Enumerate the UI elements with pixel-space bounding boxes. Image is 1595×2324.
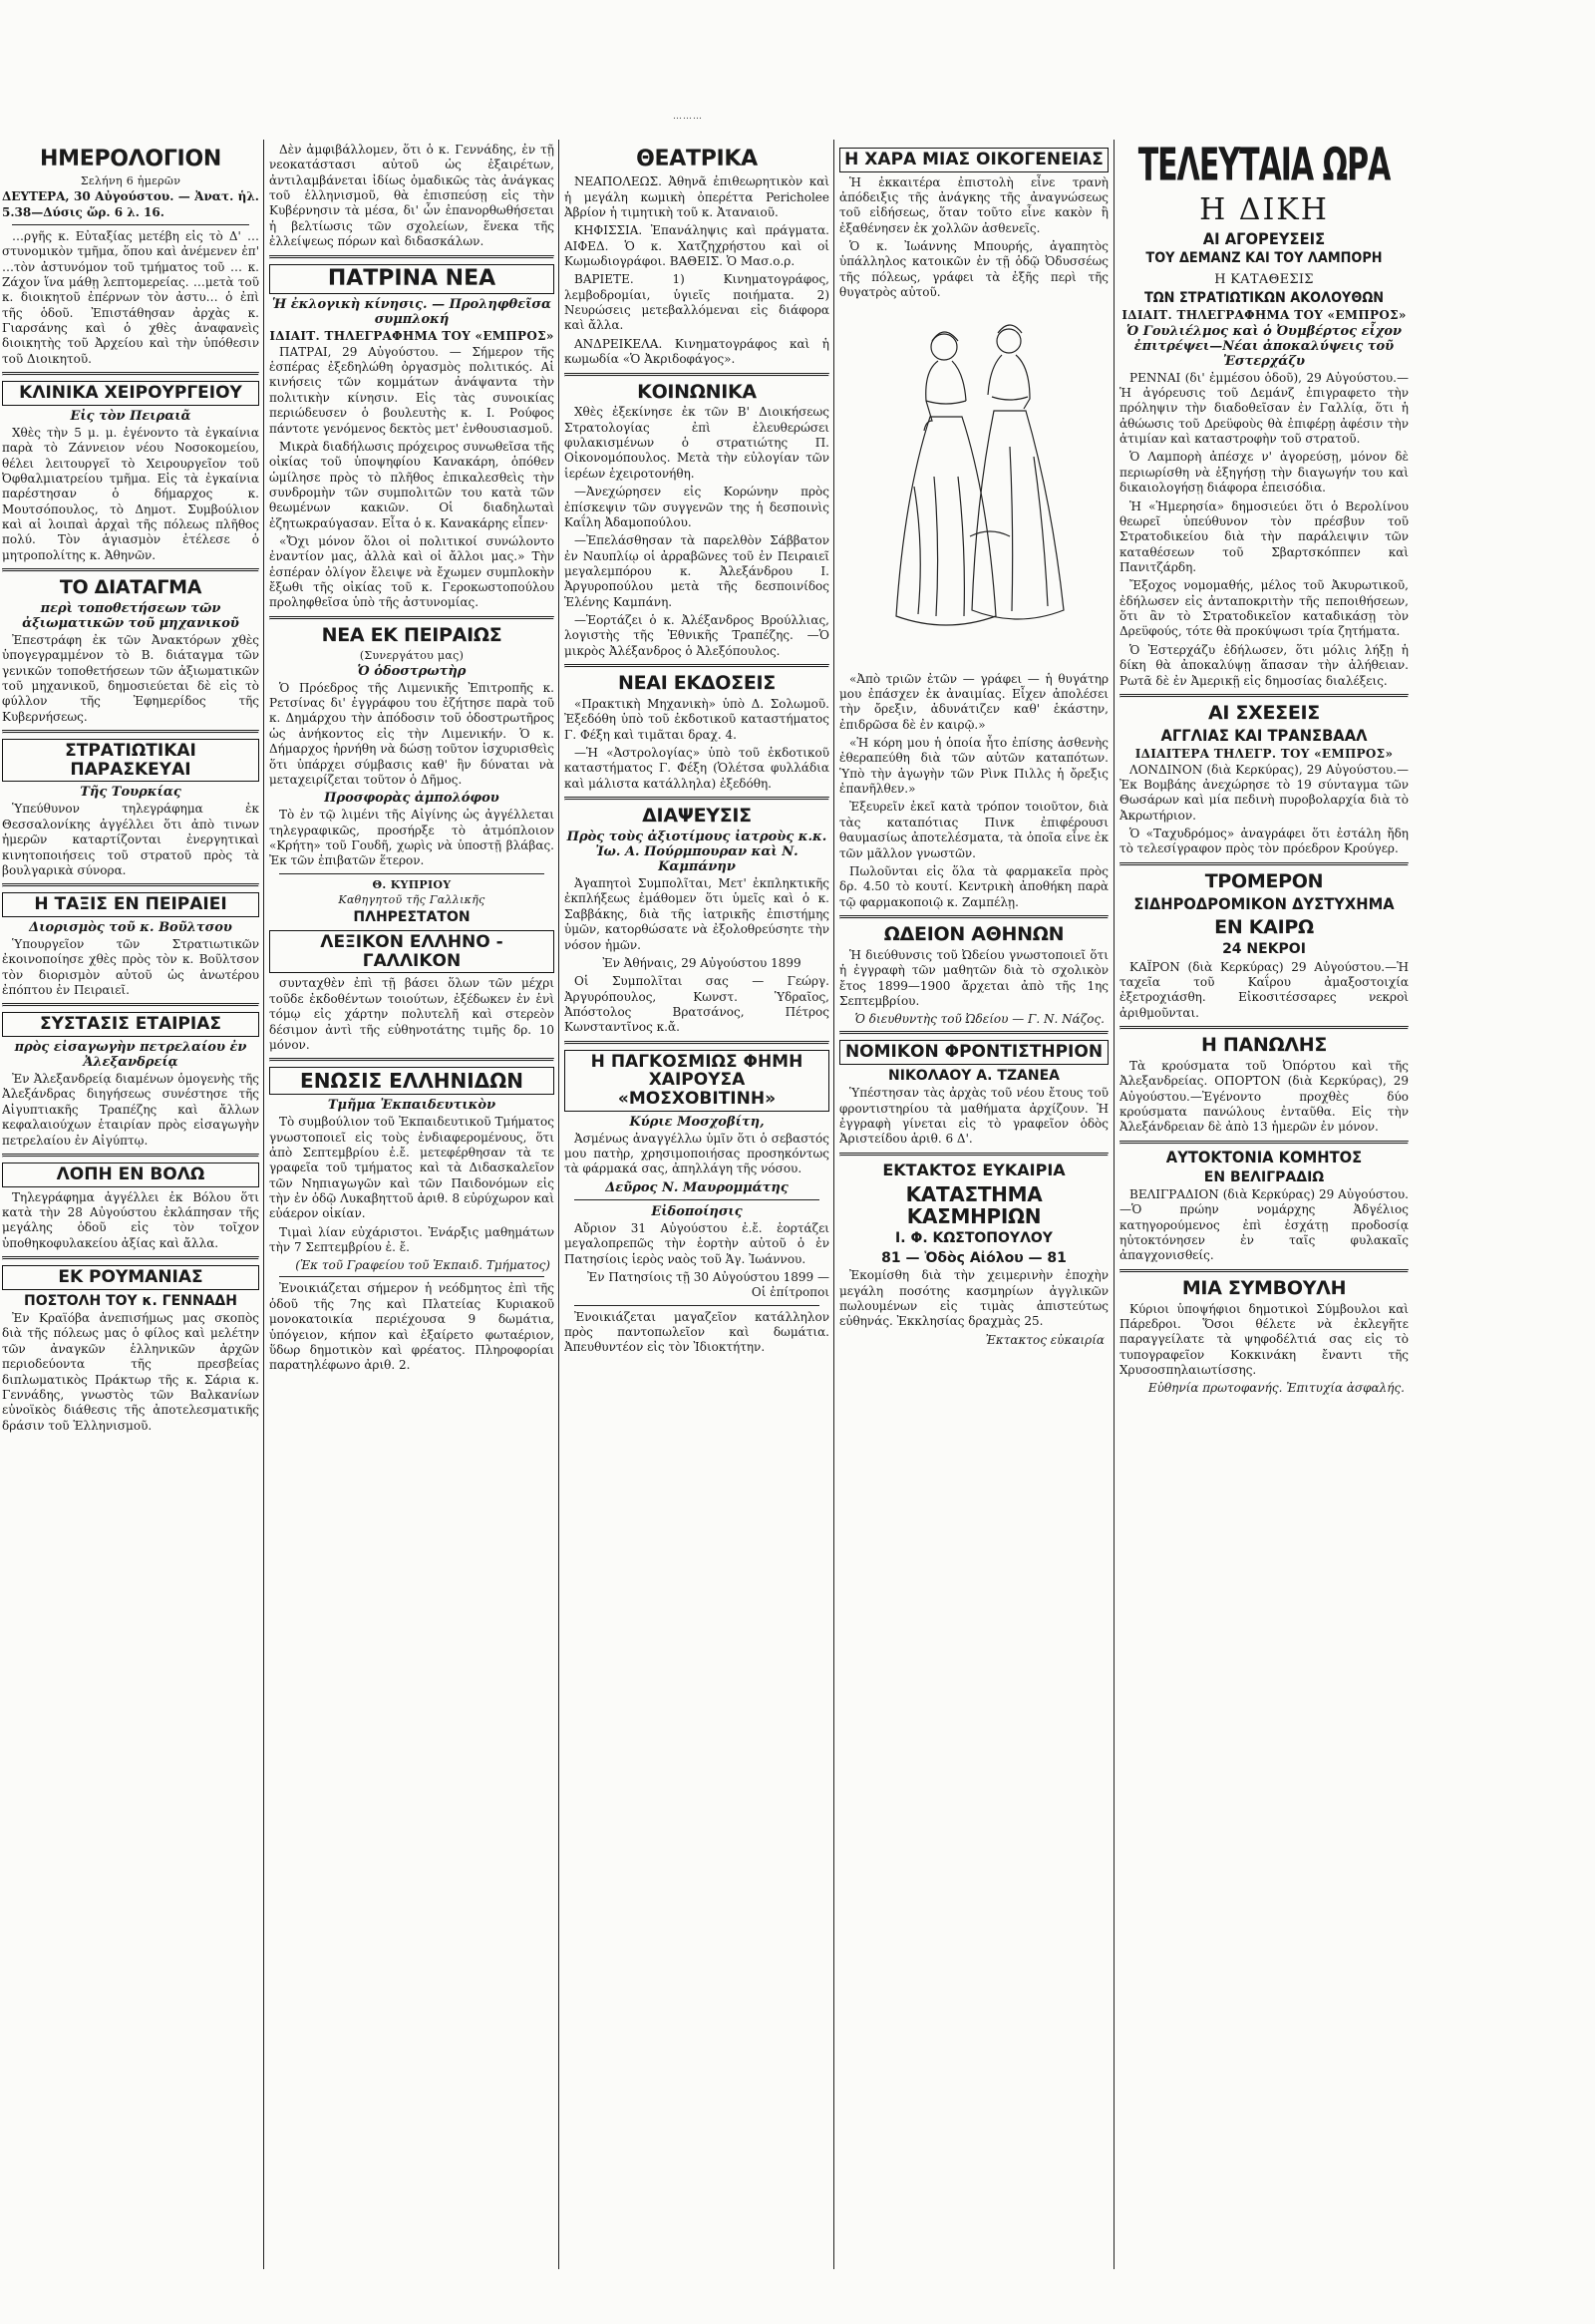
article-heading: ΣΥΣΤΑΣΙΣ ΕΤΑΙΡΙΑΣ [2, 1012, 259, 1037]
ad-text: Ἡ ἐκκαιτέρα ἐπιστολὴ εἶνε τρανὴ ἀπόδειξις τῆς ἀνάγκης τῆς ἀναγνώσεως τοῦ εἰδήσεως, ὅταν τοῦτο εἶνε κακὸν ἢ ἐξαθένησεν ἐκ χολλῶν ἀσθενεῖς. [839, 174, 1109, 235]
article-text: —Ἡ «Ἀστρολογίας» ὑπὸ τοῦ ἐκδοτικοῦ καταστήματος Γ. Φέξη (Ὁλέτσα φυλλάδια καὶ μάλιστα κατάλληλα) ἐξεδόθη. [564, 746, 829, 791]
article-text: Ὑπεύθυνον τηλεγράφημα ἐκ Θεσσαλονίκης ἀγγέλλει ὅτι ἀπὸ τινων ἡμερῶν καταρτίζονται ἐνεργητικαὶ κινητοποιήσεις τοῦ στρατοῦ πρὸς τὰ βουλγαρικὰ σύνορα. [2, 802, 259, 877]
article-text: Ὁ «Ταχυδρόμος» ἀναγράφει ὅτι ἐστάλη ἤδη τὸ τελεσίγραφον πρὸς τὸν πρόεδρον Κρούγερ. [1119, 826, 1409, 856]
article-text: «Πρακτικὴ Μηχανικὴ» ὑπὸ Δ. Σολωμοῦ. Ἐξεδόθη ὑπὸ τοῦ ἐκδοτικοῦ καταστήματος Γ. Φέξη καὶ τιμᾶται δραχ. 4. [564, 697, 829, 742]
ad-text: «Ἀπὸ τριῶν ἐτῶν — γράφει — ἡ θυγάτηρ μου ἐπάσχεν ἐκ ἀναιμίας. Εἶχεν ἀπολέσει τὴν ὄρεξιν, ἀδυνάτιζεν καθ' ἑκάστην, ἐπιδρῶσα δὲ ἐν καιρῷ.» [839, 671, 1109, 732]
ad-author-title: Καθηγητοῦ τῆς Γαλλικῆς [338, 892, 485, 906]
article-heading: ΣΤΡΑΤΙΩΤΙΚΑΙ ΠΑΡΑΣΚΕΥΑΙ [2, 739, 259, 782]
article-text: Ὁ Λαμπορὴ ἀπέσχε ν' ἀγορεύσῃ, μόνον δὲ περιωρίσθη νὰ ἐξηγήσῃ τὴν διαγωγήν του καὶ δικαιολογήσῃ διάφορα ἐπεισόδια. [1119, 450, 1409, 496]
ad-address: 81 — Ὁδὸς Αἰόλου — 81 [881, 1249, 1067, 1266]
article-text: ΚΑΪΡΟΝ (διὰ Κερκύρας) 29 Αὐγούστου.—Ἡ ταχεῖα τοῦ Καΐρου ἀμαξοστοιχία ἐξετροχιάσθη. Εἰκοσιτέσσαρες νεκροὶ ἀριθμοῦνται. [1119, 959, 1409, 1020]
article-text: ΚΗΦΙΣΣΙΑ. Ἐπανάληψις καὶ πράγματα. ΑΙΦΕΔ. Ὁ κ. Χατζηχρήστου καὶ οἱ Κωμωδιογράφοι. ΒΑΘΕΙΣ. Ὁ Μασ.ο.ρ. [564, 223, 829, 268]
article-subheading: περὶ τοποθετήσεων τῶν ἀξιωματικῶν τοῦ μηχανικοῦ [22, 600, 239, 631]
column-2 [269, 143, 554, 2264]
dateline: ΙΔΙΑΙΤΕΡΑ ΤΗΛΕΓΡ. ΤΟΥ «ΕΜΠΡΟΣ» [1134, 746, 1394, 761]
article-text: Χθὲς τὴν 5 μ. μ. ἐγένοντο τὰ ἐγκαίνια παρὰ τὸ Ζάννειον νέου Νοσοκομείου, θέλει λειτουργεῖ τὸ Χειρουργεῖον τοῦ Ὀφθαλμιατρείου τμῆμα. Εἰς τὰ ἐγκαίνια παρέστησαν ὁ δήμαρχος κ. Μουτσόπουλος, τὸ Δημοτ. Συμβούλιον καὶ αἱ λοιπαὶ ἀρχαὶ τῆς πόλεως πλῆθος πολύ. Τὸν ἁγιασμὸν ἐτέλεσε ὁ μητροπολίτης κ. Ἀθηνῶν. [2, 425, 259, 562]
article-subheading: Τῆς Τουρκίας [80, 785, 181, 801]
notice-text: Αὔριον 31 Αὐγούστου ἐ.ἔ. ἑορτάζει μεγαλοπρεπῶς τὴν ἑορτὴν αὐτοῦ ὁ ἐν Πατησίοις ἱερὸς ναὸς τοῦ Ἁγ. Ἰωάννου. [564, 1220, 829, 1266]
article-heading: ΕΝ ΒΕΛΙΓΡΑΔΙΩ [1203, 1168, 1325, 1185]
article-text: Κύριοι ὑποψήφιοι δημοτικοὶ Σύμβουλοι καὶ Πάρεδροι. Ὅσοι θέλετε νὰ ἐκλεγῆτε παραγγείλατε τὰ ψηφοδέλτιά σας εἰς τὸ τυπογραφεῖον Κοκκινάκη ἔναντι τῆς Χρυσοσπηλαιωτίσσης. [1119, 1301, 1409, 1378]
article-text: Τιμαὶ λίαν εὐχάριστοι. Ἐνάρξις μαθημάτων τὴν 7 Σεπτεμβρίου ἐ. ἔ. [269, 1224, 554, 1255]
ad-heading: Η ΧΑΡΑ ΜΙΑΣ ΟΙΚΟΓΕΝΕΙΑΣ [839, 148, 1109, 172]
column-5 [1119, 143, 1409, 2264]
ad-heading: ΚΑΤΑΣΤΗΜΑ ΚΑΣΜΗΡΙΩΝ [905, 1182, 1043, 1229]
article-subheading: Εἰς τὸν Πειραιᾶ [70, 408, 191, 424]
article-subheading: ΠΟΣΤΟΛΗ ΤΟΥ κ. ΓΕΝΝΑΔΗ [24, 1292, 237, 1309]
article-text: Ὑπουργεῖον τῶν Στρατιωτικῶν ἐκοινοποίησε χθὲς πρὸς τὸν κ. Βοῦλτσον τὸν διορισμὸν αὐτοῦ ὡς ἀνωτέρου ἐπόπτου ἐν Πειραιεῖ. [2, 936, 259, 998]
article-text: Τὸ ἐν τῷ λιμένι τῆς Αἰγίνης ὡς ἀγγέλλεται τηλεγραφικῶς, προσήρξε τὸ ἀτμόπλοιον «Κρήτη» τοῦ Γουδῆ, χωρὶς νὰ ὑποστῇ βλάβας. Ἐκ τῶν ἐπιβατῶν ἕτερον. [269, 808, 554, 868]
column-1 [2, 143, 259, 2264]
notice-signature: Ἐν Πατησίοις τῇ 30 Αὐγούστου 1899 — Οἱ ἐπίτροποι [587, 1269, 829, 1300]
dateline: ΙΔΙΑΙΤ. ΤΗΛΕΓΡΑΦΗΜΑ ΤΟΥ «ΕΜΠΡΟΣ» [1121, 307, 1407, 322]
article-text: ΠΑΤΡΑΙ, 29 Αὐγούστου. — Σήμερον τῆς ἑσπέρας ἐξεδηλώθη ὀργασμὸς πολιτικός. Αἱ κινήσεις τῶν κομμάτων ἀνάψαντα τὴν πολιτικὴν κίνησιν. Εἰς τὰς συνοικίας περιώδευσεν ὁ βουλευτὴς κ. Ι. Ρούφος πάντοτε γενόμενος δεκτὸς μετ' ἐνθουσιασμοῦ. [269, 344, 554, 436]
signature: Εὐθηνία πρωτοφανής. Ἐπιτυχία ἀσφαλής. [1147, 1381, 1405, 1396]
article-text: —Ἐπελάσθησαν τὰ παρελθὸν Σάββατον ἐν Ναυπλίῳ οἱ ἀρραβῶνες τοῦ ἐν Πειραιεῖ μεγαλεμπόρου κ. Ἀλεξάνδρου Ι. Ἀργυροπούλου μετὰ τῆς δεσποινίδος Ἑλένης Καμπάνη. [564, 533, 829, 609]
article-subheading: πρὸς εἰσαγωγὴν πετρελαίου ἐν Ἀλεξανδρείᾳ [14, 1040, 247, 1071]
article-text: Μικρὰ διαδήλωσις πρόχειρος συνωθεῖσα τῆς οἰκίας τοῦ ὑποψηφίου Κανακάρη, ὁπόθεν ὡμίλησε πρὸς τὸ πλῆθος ἐπικαλεσθεὶς τὴν συνδρομὴν τῶν συμπολιτῶν του κατὰ τῶν θεωμένων κακιῶν. Οἱ διαδηλωταὶ ἐζητωκραύγασαν. Εἶτα ὁ κ. Κανακάρης εἶπεν· [269, 439, 554, 530]
article-heading: ΘΕΑΤΡΙΚΑ [636, 147, 758, 171]
masthead-ornament: ……… [673, 112, 703, 122]
article-heading: ΕΝ ΚΑΙΡΩ [1214, 916, 1314, 939]
article-subheading: ΤΩΝ ΣΤΡΑΤΙΩΤΙΚΩΝ ΑΚΟΛΟΥΘΩΝ [1143, 289, 1385, 306]
article-text: Τὸ συμβούλιον τοῦ Ἐκπαιδευτικοῦ Τμήματος γνωστοποιεῖ εἰς τοὺς ἐνδιαφερομένους, ὅτι ἀπὸ Σεπτεμβρίου ἐ.ἔ. μετεφέρθησαν τὰ τε γραφεῖα τοῦ τμήματος καὶ τὰ Διδασκαλεῖον τῶν Νηπιαγωγῶν καὶ τῶν Παιδονόμων εἰς τὴν ἐν ὁδῷ Λυκαβηττοῦ ἀριθ. 8 εὐρύχωρον καὶ εὐάερον οἰκίαν. [269, 1115, 554, 1221]
article-text: ΡΕΝΝΑΙ (δι' ἐμμέσου ὁδοῦ), 29 Αὐγούστου.—Ἡ ἀγόρευσις τοῦ Δεμάνζ ἐπιγραφετο τὴν πρόληψιν τὴν διαδοθεῖσαν ἐν Γαλλίᾳ, ὅτι ἡ ἀθώωσις τοῦ Δρεϋφοὺς θὰ ἐπιφέρῃ ἀφέσιν τὴν ἀτιμίαν καὶ καταστροφὴν τοῦ στρατοῦ. [1119, 370, 1409, 447]
article-text: Ἡ «Ἡμερησία» δημοσιεύει ὅτι ὁ Βερολίνου θεωρεῖ ὑπεύθυνον τὸν πρέσβυν τοῦ Στρατοδικείου διὰ τὴν παράλειψιν τῶν καταθέσεων τοῦ Σβαρτσκόππεν καὶ Πανιτζάρδη. [1119, 498, 1409, 574]
ad-heading: ΠΛΗΡΕΣΤΑΤΟΝ [353, 908, 471, 925]
calendar-date: ΔΕΥΤΕΡΑ, 30 Αὐγούστου. — Ἀνατ. ἡλ. 5.38—Δύσις ὥρ. 6 λ. 16. [2, 189, 259, 219]
ad-heading: Η ΠΑΓΚΟΣΜΙΩΣ ΦΗΜΗ ΧΑΙΡΟΥΣΑ «ΜΟΣΧΟΒΙΤΙΝΗ» [564, 1050, 829, 1112]
article-text: Τὰ κρούσματα τοῦ Ὀπόρτου καὶ τῆς Ἀλεξανδρείας. ΟΠΟΡΤΟΝ (διὰ Κερκύρας), 29 Αὐγούστου.—Ἐγένοντο προχθὲς δύο κρούσματα πανώλους ἐνταῦθα. Εἰς τὴν Ἀλεξάνδρειαν δὲ ἀπὸ 13 ἡμερῶν ἐν μόνον. [1119, 1059, 1409, 1135]
article-subheading: Προσφορὰς ἀμπολόφου [324, 791, 499, 807]
ad-subheading: ΝΙΚΟΛΑΟΥ Α. ΤΖΑΝΕΑ [888, 1067, 1060, 1084]
ad-text: Ὑπέστησαν τὰς ἀρχὰς τοῦ νέου ἔτους τοῦ φροντιστηρίου τὰ μαθήματα ἀρχίζουν. Ἡ ἐγγραφὴ γίνεται εἰς τὸ γραφεῖον ὁδὸς Ἀριστείδου ἀριθ. 6 Δ'. [839, 1086, 1109, 1147]
ad-author: Θ. ΚΥΠΡΙΟΥ [372, 877, 452, 891]
article-heading: ΕΚ ΡΟΥΜΑΝΙΑΣ [2, 1265, 259, 1290]
column-rule [263, 140, 264, 2269]
article-text: ΑΝΔΡΕΙΚΕΛΑ. Κινηματογράφος καὶ ἡ κωμωδία «Ὁ Ἀκριδοφάγος». [564, 336, 829, 367]
article-text: Ἔξοχος νομομαθής, μέλος τοῦ Ἀκυρωτικοῦ, ἐδήλωσεν εἰς ἀνταποκριτὴν τῆς πεποιθήσεων, ὅτι ἂν τὸ Στρατοδικεῖον καταδικάσῃ τὸν Δρεϋφούς, τότε θὰ προκύψωσι τρία ζητήματα. [1119, 578, 1409, 639]
ad-text: Ἐκομίσθη διὰ τὴν χειμερινὴν ἐποχὴν μεγάλη ποσότης κασμηρίων ἀγγλικῶν πωλουμένων εἰς τιμὰς ἀπιστεύτως εὐθηνάς. Ἐκκλησίας δραχμὰς 25. [839, 1268, 1109, 1329]
article-text: ΝΕΑΠΟΛΕΩΣ. Ἀθηνᾶ ἐπιθεωρητικὸν καὶ ἡ μεγάλη κωμικὴ ὀπερέττα Pericholee Ἀβρίον ἡ τιμητικὴ τοῦ κ. Ἀταναιοῦ. [564, 174, 829, 219]
calendar-heading: ΗΜΕΡΟΛΟΓΙΟΝ [40, 147, 221, 171]
article-text: ΒΕΛΙΓΡΑΔΙΟΝ (διὰ Κερκύρας) 29 Αὐγούστου.—Ὁ πρώην νομάρχης Ἀδγέλιος κατηγορούμενος ἐπὶ ἐσχάτῃ προδοσίᾳ ηὐτοκτόνησεν ἐν ταῖς φυλακαῖς ἀπαγχονισθείς. [1119, 1186, 1409, 1263]
article-heading: ΕΝΩΣΙΣ ΕΛΛΗΝΙΔΩΝ [269, 1067, 554, 1095]
article-text: …ργῆς κ. Εὐταξίας μετέβη εἰς τὸ Δ' …στυνομικὸν τμῆμα, ὅπου καὶ ἀνέμενεν ἐπ' …τὸν ἀστυνόμον τοῦ τμήματος τοῦ … κ. Ζάχον ἵνα μάθῃ λεπτομερείας. …μετὰ τοῦ κ. διοικητοῦ ἐπέρνων τὸν ἀστυ… ὁ ἐπὶ τῆς ὁδοῦ. Ἐπιστάθησαν ἀρχὰς κ. Γιαρσάνης καὶ ὁ χθὲς ἀναφανεὶς διοικητὴς τοῦ Ἀρχείου καὶ τὴν ὑπόθεσιν τοῦ Διοικητοῦ. [2, 228, 259, 366]
article-subheading: (Συνεργάτου μας) [359, 648, 465, 662]
late-news-heading: ΤΕΛΕΥΤΑΙΑ ΩΡΑ [1137, 143, 1391, 192]
article-text: ΛΟΝΔΙΝΟΝ (διὰ Κερκύρας), 29 Αὐγούστου.—Ἐκ Βομβάης ἀνεχώρησε τὸ 19 σύνταγμα τῶν Θωσάρων καὶ μία πεδινὴ πυροβολαρχία διὰ τὸ Ἀκρωτήριον. [1119, 762, 1409, 823]
notice-heading: Εἰδοποίησις [651, 1203, 743, 1219]
article-heading: ΣΙΔΗΡΟΔΡΟΜΙΚΟΝ ΔΥΣΤΥΧΗΜΑ [1133, 893, 1395, 913]
column-rule [833, 140, 834, 2269]
article-text: —Ἑορτάζει ὁ κ. Ἀλέξανδρος Βρούλλιας, λογιστὴς τῆς Ἐθνικῆς Τραπέζης. —Ὁ μικρὸς Ἀλέξανδρος ὁ Ἀλεξόπουλος. [564, 613, 829, 658]
article-subheading: Ὁ ὁδοστρωτὴρ [357, 663, 467, 679]
article-text: Ὁ Πρόεδρος τῆς Λιμενικῆς Ἐπιτροπῆς κ. Ρετσίνας δι' ἐγγράφου του ἐζήτησε παρὰ τοῦ κ. Δημάρχου τὴν ἀπόδοσιν τοῦ ὁδοστρωτῆρος ὡς ἀνήκοντος εἰς τὴν Λιμενικήν. Ὁ κ. Δήμαρχος ἠρνήθη νὰ δώσῃ τοῦτον ἰσχυρισθεὶς ὅτι ὑπάρχει σύμβασις καθ' ἣν δύναται νὰ μεταχειρίζεται τοῦτον ὁ Δῆμος. [269, 680, 554, 787]
article-subheading: Διορισμὸς τοῦ κ. Βοῦλτσου [29, 919, 232, 935]
article-text: Ὁ Ἐστερχάζυ ἐδήλωσεν, ὅτι μόλις λήξῃ ἡ δίκη θὰ ἀποκαλύψῃ ἅπασαν τὴν ἀλήθειαν. Ρωτᾶ δὲ ἐν Ἀμερικῇ εἰς δημοσίας διαλέξεις. [1119, 642, 1409, 688]
article-heading: ΚΟΙΝΩΝΙΚΑ [637, 380, 757, 403]
article-subheading: 24 ΝΕΚΡΟΙ [1222, 941, 1306, 958]
article-subheading: Η ΚΑΤΑΘΕΣΙΣ [1214, 271, 1314, 287]
article-text: Ἐνοικιάζεται σήμερον ἡ νεόδμητος ἐπὶ τῆς ὁδοῦ τῆς 7ης καὶ Πλατείας Κυριακοῦ μονοκατοικία περιέχουσα 9 δωμάτια, ὑπόγειον, κήπον καὶ ἐξαίρετο φωταέριον, ὕδωρ δημοτικὸν καὶ φρέατος. Πληροφορίαι παρατηλέφωνο ἀριθ. 2. [269, 1281, 554, 1373]
article-text: Ἐν Ἀλεξανδρείᾳ διαμένων ὁμογενὴς τῆς Ἀλεξάνδρας διηγήσεως συνέστησε τῆς Αἰγυπτιακῆς Τραπέζης καὶ ἄλλων κεφαλαιούχων ἑταιρίαν πρὸς εἰσαγωγὴν πετρελαίου ἐν Αἰγύπτῳ. [2, 1072, 259, 1148]
article-heading: ΝΕΑΙ ΕΚΔΟΣΕΙΣ [618, 672, 776, 695]
article-heading: ΝΕΑ ΕΚ ΠΕΙΡΑΙΩΣ [321, 623, 502, 646]
column-rule [558, 140, 559, 2269]
article-text: «Ὄχι μόνον ὅλοι οἱ πολιτικοί συνώλοντο ἐναντίον μας, ἀλλὰ καὶ οἱ ἄλλοι μας.» Τὴν ἑσπέραν ὀλίγον ἔλειψε νὰ ἔχωμεν συμπλοκὴν ἔξωθι τῆς οἰκίας τοῦ κ. Γεροκωστοπούλου προληφθεῖσα ὑπὸ τῆς ἀστυνομίας. [269, 534, 554, 610]
article-heading: Η ΠΑΝΩΛΗΣ [1200, 1034, 1328, 1057]
article-heading: ΚΛΙΝΙΚΑ ΧΕΙΡΟΥΡΓΕΙΟΥ [2, 381, 259, 406]
article-subheading: Πρὸς τοὺς ἀξιοτίμους ἰατροὺς κ.κ. Ἰω. Α. Πούρμπουραν καὶ Ν. Καμπάνην [566, 830, 827, 875]
article-text: Τηλεγράφημα ἀγγέλλει ἐκ Βόλου ὅτι κατὰ τὴν 28 Αὐγούστου ἐκλάπησαν τῆς μεγάλης ὁδοῦ εἰς τὸν τοῖχον ὑποθηκοφυλακείου ἀξίας καὶ ἄλλα. [2, 1189, 259, 1250]
ad-heading: ΛΕΞΙΚΟΝ ΕΛΛΗΝΟ - ΓΑΛΛΙΚΟΝ [269, 930, 554, 973]
article-heading: ΩΔΕΙΟΝ ΑΘΗΝΩΝ [883, 922, 1065, 945]
signature: (Ἐκ τοῦ Γραφείου τοῦ Ἐκπαιδ. Τμήματος) [295, 1258, 550, 1273]
article-heading: ΤΡΟΜΕΡΟΝ [1204, 869, 1324, 892]
article-subheading: Ὁ Γουλιέλμος καὶ ὁ Ὀυμβέρτος εἶχον ἐπιτρέψει—Νέαι ἀποκαλύψεις τοῦ Ἐστερχάζυ [1125, 323, 1403, 369]
article-heading: Η ΤΑΞΙΣ ΕΝ ΠΕΙΡΑΙΕΙ [2, 892, 259, 917]
ad-salutation: Κύριε Μοσχοβίτη, [629, 1114, 765, 1130]
article-heading: ΑΥΤΟΚΤΟΝΙΑ ΚΟΜΗΤΟΣ [1165, 1147, 1363, 1166]
article-subheading: Ἡ ἐκλογικὴ κίνησις. — Προληφθεῖσα συμπλοκή [271, 296, 552, 327]
article-text: Οἱ Συμπολῖται σας — Γεώργ. Ἀργυρόπουλος, Κωνστ. Ὑδραῖος, Ἀπόστολος Βρατσάνος, Πέτρος Κωνσταντῖνος κ.ἄ. [564, 974, 829, 1035]
article-text: Ἀγαπητοὶ Συμπολῖται, Μετ' ἐκπληκτικῆς ἐκπλήξεως ἐμάθομεν ὅτι ὑμεῖς καὶ ὁ κ. Σαββάκης, διὰ τῆς ἰατρικῆς ἐπιστήμης ὑμῶν, κατορθώσατε νὰ ἐξολοθρεύσητε τὴν νόσον ἡμῶν. [564, 876, 829, 952]
ad-subheading: Ι. Φ. ΚΩΣΤΟΠΟΥΛΟΥ [895, 1230, 1053, 1247]
article-heading: ΛΟΠΗ ΕΝ ΒΟΛΩ [2, 1162, 259, 1187]
ad-text: Ἐξευρεῖν ἐκεῖ κατὰ τρόπον τοιοῦτον, διὰ τὰς καταπότιας Πινκ ἐπιφέρουσι θαυμασίως ἀποτελέσματα, τὰ ὁποῖα εἶνε ἐκ τῶν μᾶλλον γνωστῶν. [839, 800, 1109, 860]
column-4 [839, 143, 1109, 2264]
signature: Ἐκτακτος εὐκαιρία [985, 1332, 1105, 1347]
ad-heading: ΕΚΤΑΚΤΟΣ ΕΥΚΑΙΡΙΑ [882, 1160, 1066, 1179]
article-heading: ΜΙΑ ΣΥΜΒΟΥΛΗ [1181, 1276, 1347, 1299]
article-date: Ἐν Ἀθήναις, 29 Αὐγούστου 1899 [602, 955, 801, 970]
ad-signature: Δεῦρος Ν. Μαυρομμάτης [605, 1179, 789, 1195]
signature: Ὁ διευθυντὴς τοῦ Ὠδείου — Γ. Ν. Νάζος. [854, 1012, 1105, 1027]
column-3 [564, 143, 829, 2264]
article-heading: ΠΑΤΡΙΝΑ ΝΕΑ [269, 264, 554, 294]
article-text: Ἐν Κραϊόβα ἀνεπισήμως μας σκοπὸς διὰ τῆς πόλεως μας ὁ φίλος καὶ μελέτην τῶν ἀναγκῶν ἑλληνικῶν ἀρχῶν περιοδεύοντα τῆς πρεσβείας διπλωματικὸς Πράκτωρ τῆς κ. Σάρια κ. Γεννάδης, γνωστὸς τῶν Βαλκανίων εὐνοϊκὸς διάθεσις τῆς ἀποτελεσματικῆς δράσιν τοῦ Ἑλληνισμοῦ. [2, 1311, 259, 1433]
calendar-moon: Σελήνη 6 ἡμερῶν [80, 174, 181, 188]
ad-text: συνταχθὲν ἐπὶ τῇ βάσει ὅλων τῶν μέχρι τοῦδε ἐκδοθέντων τοιούτων, ἐξέδωκεν ἐν ἑνὶ τόμῳ εἰς χάρτην πολυτελῆ καὶ στερεὸν δέσιμον ἀντὶ τῆς εὐθηνοτάτης τιμῆς δρ. 10 μόνον. [269, 976, 554, 1052]
article-text: Δὲν ἀμφιβάλλομεν, ὅτι ὁ κ. Γεννάδης, ἐν τῇ νεοκατάστασι αὐτοῦ ὡς ἐξαιρέτων, ἀντιλαμβάνεται ἰδίως ὁμαδικῶς τὰς ἀνάγκας τοῦ ἑλληνισμοῦ, θὰ ἐπισπεύσῃ εἰς τὴν Κυβέρνησιν τὰ μέσα, δι' ὧν ἐπανορθωθήσεται ἡ βελτίωσις τῶν σχολείων, ἕνεκα τῆς ἐλλείψεως πόρων καὶ διδασκάλων. [269, 143, 554, 249]
article-text: Ἡ διεύθυνσις τοῦ Ὠδείου γνωστοποιεῖ ὅτι ἡ ἐγγραφὴ τῶν μαθητῶν διὰ τὸ σχολικὸν ἔτος 1899—1900 ἄρχεται ἀπὸ τῆς 1ης Σεπτεμβρίου. [839, 947, 1109, 1008]
ad-heading: ΝΟΜΙΚΟΝ ΦΡΟΝΤΙΣΤΗΡΙΟΝ [839, 1040, 1109, 1065]
dateline: ΙΔΙΑΙΤ. ΤΗΛΕΓΡΑΦΗΜΑ ΤΟΥ «ΕΜΠΡΟΣ» [269, 328, 554, 343]
article-heading: ΑΙ ΑΓΟΡΕΥΣΕΙΣ [1202, 228, 1326, 248]
article-heading: ΑΓΓΛΙΑΣ ΚΑΙ ΤΡΑΝΣΒΑΑΛ [1160, 725, 1368, 745]
article-heading: Η ΔΙΚΗ [1199, 191, 1329, 227]
article-heading: ΔΙΑΨΕΥΣΙΣ [642, 805, 752, 828]
article-text: ΒΑΡΙΕΤΕ. 1) Κινηματογράφος, λεμβοδρομίαι, ὑγιεῖς ποιήματα. 2) Νευρώσεις μετεβαλλόμεναι εἰς διάφορα καὶ ἄλλα. [564, 272, 829, 333]
ad-text: «Ἡ κόρη μου ἡ ὁποία ἦτο ἐπίσης ἀσθενὴς ἐθεραπεύθη διὰ τῶν αὐτῶν καταπότων. Ὑπὸ τὴν ἀγωγὴν τῶν Ρὶνκ Πιλλς ἡ ὄρεξις ἐπανῆλθεν.» [839, 736, 1109, 797]
illustration-two-women [874, 307, 1074, 666]
article-heading: ΤΟΥ ΔΕΜΑΝΖ ΚΑΙ ΤΟΥ ΛΑΜΠΟΡΗ [1145, 250, 1383, 267]
article-text: Ἐνοικιάζεται μαγαζεῖον κατάλληλον πρὸς παντοπωλεῖον καὶ δωμάτια. Ἀπευθυντέον εἰς τὸν Ἰδιοκτήτην. [564, 1309, 829, 1355]
article-text: Ἐπεστράφη ἐκ τῶν Ἀνακτόρων χθὲς ὑπογεγραμμένον τὸ Β. διάταγμα τῶν γενικῶν τοποθετήσεων τῶν ἀξιωματικῶν τοῦ μηχανικοῦ, δημοσιεύεται δὲ εἰς τὸ φύλλον τῆς Ἐφημερίδος τῆς Κυβερνήσεως. [2, 632, 259, 724]
ad-text: Ἀσμένως ἀναγγέλλω ὑμῖν ὅτι ὁ σεβαστός μου πατὴρ, χρησιμοποιήσας προσηκόντως τὰ φάρμακά σας, ἀπηλλάγη τῆς νόσου. [564, 1131, 829, 1176]
article-heading: ΤΟ ΔΙΑΤΑΓΜΑ [59, 576, 202, 599]
article-text: Χθὲς ἐξεκίνησε ἐκ τῶν Β' Διοικήσεως Στρατολογίας ἐπὶ ἐλευθερώσει φυλακισμένων ὁ στρατιώτης Π. Οἰκονομόπουλος. Μετὰ τὴν εὐλογίαν τῶν ἱερέων ἐχειροτονήθη. [564, 405, 829, 481]
ad-text: Ὁ κ. Ἰωάννης Μπουρής, ἀγαπητὸς ὑπάλληλος κατοικῶν ἐν τῇ ὁδῷ Ὀδυσσέως τῆς πόλεως, γράφει τὰ ἐξῆς περὶ τῆς θυγατρὸς αὐτοῦ. [839, 239, 1109, 300]
article-subheading: Τμῆμα Ἐκπαιδευτικὸν [327, 1098, 496, 1114]
column-rule [1114, 140, 1115, 2269]
article-text: —Ἀνεχώρησεν εἰς Κορώνην πρὸς ἐπίσκεψιν τῶν συγγενῶν της ἡ δεσποινὶς Καΐλη Ἀδαμοπούλου. [564, 485, 829, 529]
ad-text: Πωλοῦνται εἰς ὅλα τὰ φαρμακεῖα πρὸς δρ. 4.50 τὸ κουτί. Κεντρικὴ ἀποθήκη παρὰ τῷ φαρμακοποιῷ κ. Ζαμπέλῃ. [839, 863, 1109, 909]
article-heading: ΑΙ ΣΧΕΣΕΙΣ [1207, 701, 1320, 724]
